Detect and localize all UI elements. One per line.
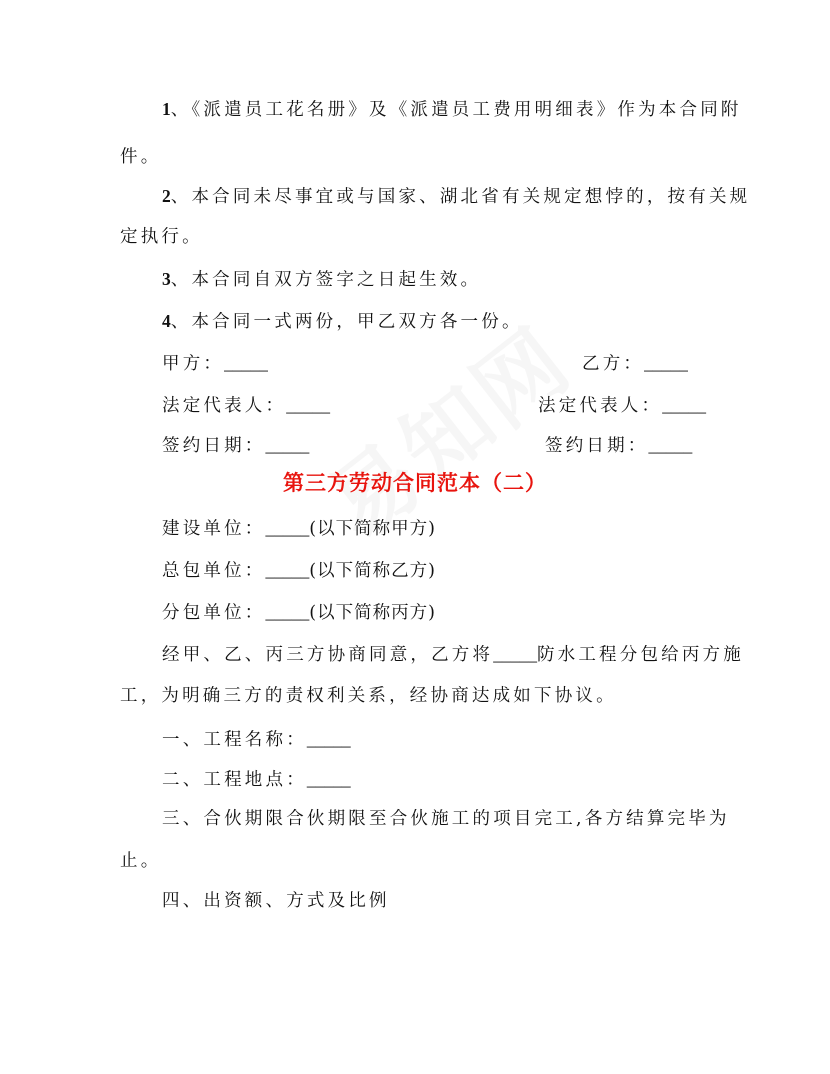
intro-text-start: 经甲、乙、丙三方协商同意，乙方将	[162, 645, 494, 665]
party-a-label: 甲方：	[162, 354, 225, 374]
project-name-blank: _____	[306, 729, 351, 749]
clause-number: 4	[162, 311, 171, 331]
term-clause: 三、合伙期限合伙期限至合伙施工的项目完工,各方结算完毕为	[162, 809, 730, 829]
clause-text: 、本合同未尽事宜或与国家、湖北省有关规定想悖的，按有关规	[170, 187, 751, 207]
subcontractor-label: 分包单位：	[162, 603, 266, 623]
subcontractor-blank: _____	[265, 602, 310, 622]
rep-a-label: 法定代表人：	[162, 396, 287, 416]
clause-number: 2	[162, 186, 171, 206]
date-b-line	[545, 433, 692, 458]
intro-continuation: 工，为明确三方的责权利关系，经协商达成如下协议。	[120, 686, 617, 706]
contribution-heading: 四、出资额、方式及比例	[162, 891, 390, 911]
intro-blank: _____	[493, 644, 537, 664]
rep-b-line	[538, 393, 706, 418]
party-b-blank: _____	[644, 353, 688, 373]
clause-number: 1	[162, 99, 171, 119]
rep-b-label: 法定代表人：	[538, 396, 663, 416]
subcontractor-line	[162, 600, 436, 625]
clause-3	[162, 267, 481, 292]
date-a-blank: _____	[265, 435, 310, 455]
builder-label: 建设单位：	[162, 519, 266, 539]
party-a-line	[162, 351, 268, 376]
clause-2-continuation: 定执行。	[120, 227, 203, 247]
rep-a-line	[162, 393, 330, 418]
intro-paragraph	[162, 642, 744, 667]
clause-2	[162, 184, 750, 209]
term-clause-continuation: 止。	[120, 851, 162, 871]
date-b-blank: _____	[648, 435, 693, 455]
general-contractor-blank: _____	[265, 560, 310, 580]
project-location-line	[162, 767, 351, 792]
builder-blank: _____	[265, 518, 310, 538]
clause-text: 、《派遣员工花名册》及《派遣员工费用明细表》作为本合同附	[170, 100, 742, 120]
rep-b-blank: _____	[662, 395, 706, 415]
section-title: 第三方劳动合同范本（二）	[283, 470, 547, 495]
date-a-label: 签约日期：	[162, 436, 266, 456]
party-a-blank: _____	[224, 353, 268, 373]
clause-text: 、本合同自双方签字之日起生效。	[170, 270, 482, 290]
clause-1-continuation: 件。	[120, 147, 162, 167]
party-b-line	[582, 351, 688, 376]
rep-a-blank: _____	[286, 395, 330, 415]
date-b-label: 签约日期：	[545, 436, 649, 456]
project-name-label: 一、工程名称：	[162, 730, 307, 750]
general-contractor-note: (以下简称乙方)	[309, 561, 436, 581]
intro-text-end: 防水工程分包给丙方施	[536, 645, 744, 665]
project-location-label: 二、工程地点：	[162, 770, 307, 790]
builder-line	[162, 516, 436, 541]
project-location-blank: _____	[306, 769, 351, 789]
project-name-line	[162, 727, 351, 752]
date-a-line	[162, 433, 309, 458]
general-contractor-line	[162, 558, 436, 583]
general-contractor-label: 总包单位：	[162, 561, 266, 581]
builder-note: (以下简称甲方)	[309, 519, 436, 539]
subcontractor-note: (以下简称丙方)	[309, 603, 436, 623]
party-b-label: 乙方：	[582, 354, 645, 374]
clause-number: 3	[162, 269, 171, 289]
clause-text: 、本合同一式两份，甲乙双方各一份。	[170, 312, 523, 332]
clause-1	[162, 97, 742, 122]
clause-4	[162, 309, 523, 334]
